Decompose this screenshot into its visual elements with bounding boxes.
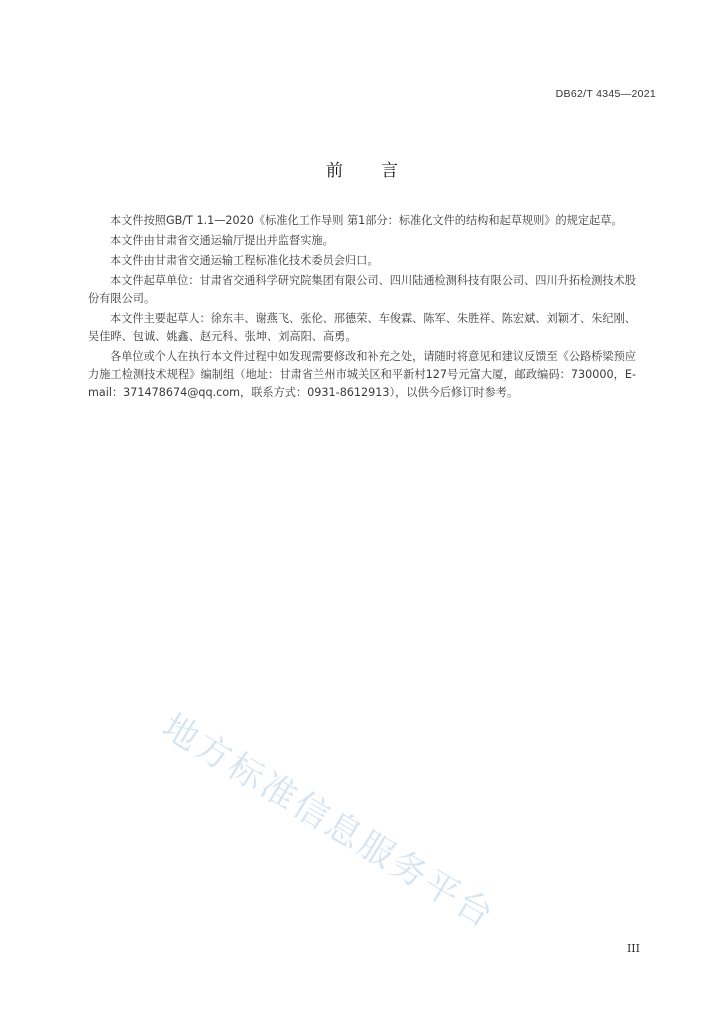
page-title: 前言 xyxy=(326,161,436,181)
paragraph-drafting-rules: 本文件按照GB/T 1.1—2020《标准化工作导则 第1部分：标准化文件的结构和起草规则》的规定起草。 xyxy=(110,214,623,227)
standard-number: DB62/T 4345—2021 xyxy=(555,88,656,100)
paragraph-feedback: 各单位或个人在执行本文件过程中如发现需要修改和补充之处，请随时将意见和建议反馈至《公路桥梁预应力施工检测技术规程》编制组（地址：甘肃省兰州市城关区和平新村127号元富大厦，邮政编码：730000，E-mail：371478674@qq.com，联系方式：0931-8612913），以供今后修订时参考。 xyxy=(88,350,636,399)
paragraph-drafting-units: 本文件起草单位：甘肃省交通科学研究院集团有限公司、四川陆通检测科技有限公司、四川升拓检测技术股份有限公司。 xyxy=(88,274,636,305)
page-number: III xyxy=(626,942,640,955)
paragraph-drafters: 本文件主要起草人：徐东丰、谢燕飞、张伦、邢德荣、车俊霖、陈军、朱胜祥、陈宏斌、刘颖才、朱纪刚、吴佳晔、包诚、姚鑫、赵元科、张坤、刘高阳、高勇。 xyxy=(88,312,636,343)
paragraph-centralized-unit: 本文件由甘肃省交通运输工程标准化技术委员会归口。 xyxy=(110,254,379,267)
watermark: 地方标准信息服务平台 xyxy=(155,706,502,937)
foreword-body xyxy=(88,212,636,404)
paragraph-proposer: 本文件由甘肃省交通运输厅提出并监督实施。 xyxy=(110,234,334,247)
